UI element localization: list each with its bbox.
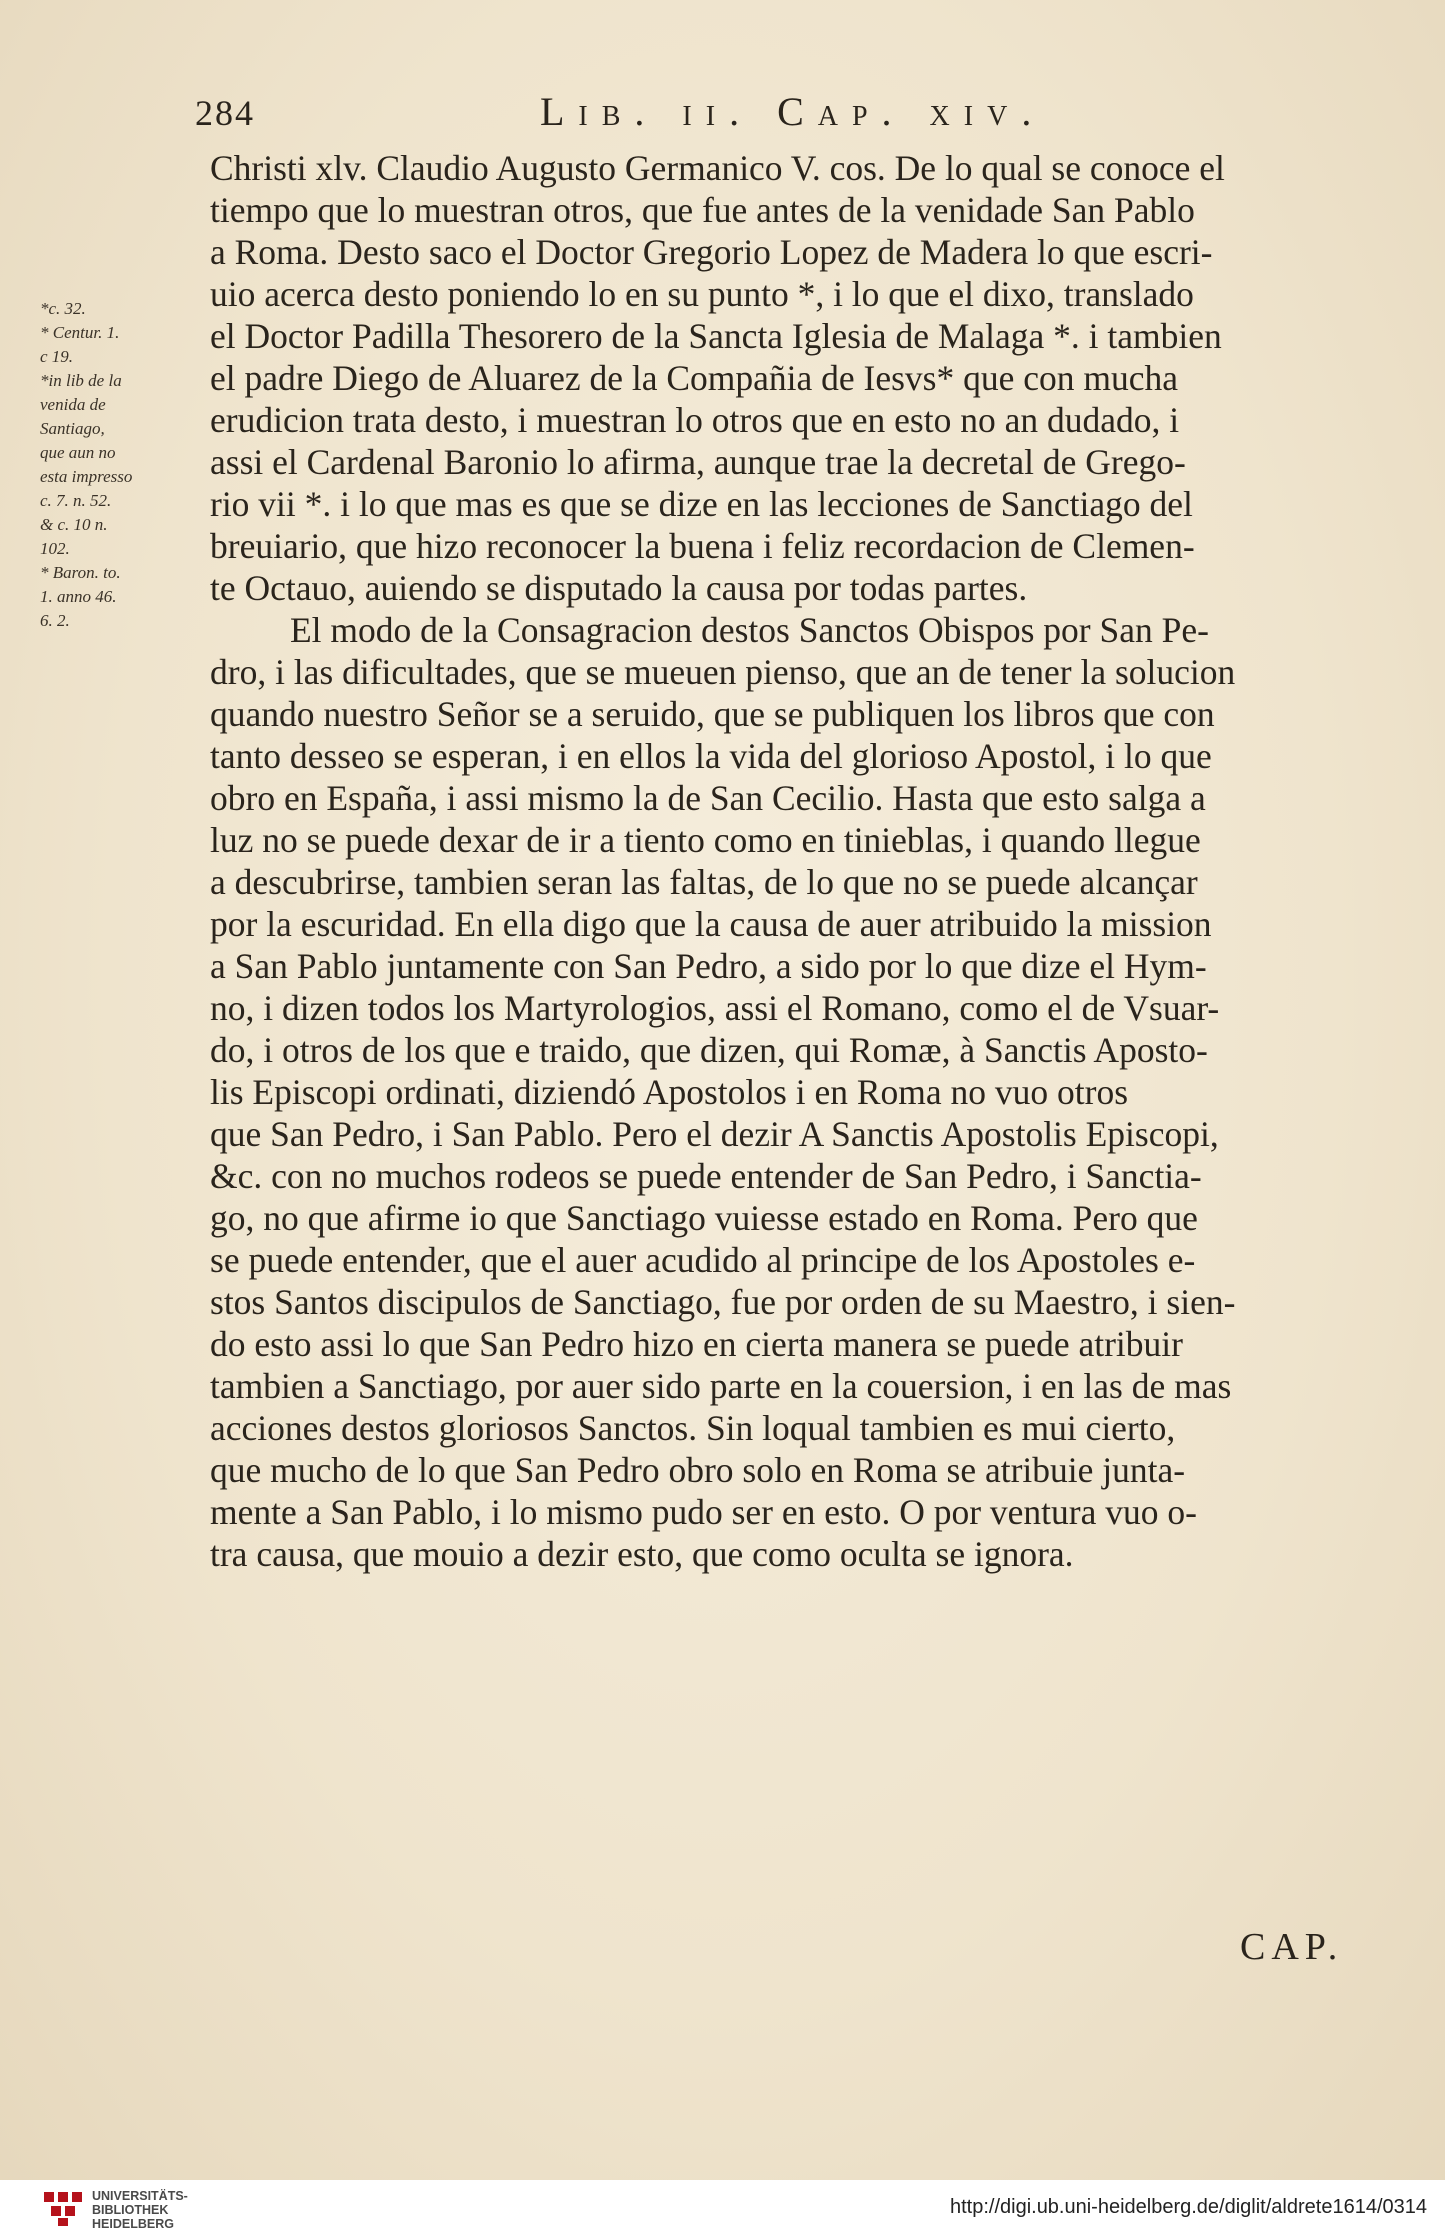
marginal-note: c 19.: [40, 347, 74, 366]
body-text: [210, 147, 1390, 1575]
library-name-line: BIBLIOTHEK: [92, 2203, 169, 2217]
text-line: tambien a Sanctiago, por auer sido parte en la couersion, i en las de mas: [210, 1366, 1232, 1406]
text-line: Christi xlv. Claudio Augusto Germanico V. cos. De lo qual se conoce el: [210, 148, 1225, 188]
marginal-note: 6. 2.: [40, 611, 70, 630]
marginal-note: * Baron. to.: [40, 563, 121, 582]
text-line: que San Pedro, i San Pablo. Pero el dezir A Sanctis Apostolis Episcopi,: [210, 1114, 1219, 1154]
text-line: dro, i las dificultades, que se mueuen pienso, que an de tener la solucion: [210, 652, 1236, 692]
text-line: a San Pablo juntamente con San Pedro, a sido por lo que dize el Hym-: [210, 946, 1207, 986]
text-line: por la escuridad. En ella digo que la causa de auer atribuido la mission: [210, 904, 1212, 944]
text-line: do esto assi lo que San Pedro hizo en cierta manera se puede atribuir: [210, 1324, 1183, 1364]
marginal-note: 1. anno 46.: [40, 587, 117, 606]
text-line: el padre Diego de Aluarez de la Compañia de Iesvs* que con mucha: [210, 358, 1178, 398]
marginal-note: *c. 32.: [40, 299, 86, 318]
text-line: tanto desseo se esperan, i en ellos la vida del glorioso Apostol, i lo que: [210, 736, 1212, 776]
text-line: acciones destos gloriosos Sanctos. Sin loqual tambien es mui cierto,: [210, 1408, 1176, 1448]
text-line: quando nuestro Señor se a seruido, que se publiquen los libros que con: [210, 694, 1215, 734]
marginal-note: c. 7. n. 52.: [40, 491, 112, 510]
library-name-line: HEIDELBERG: [92, 2217, 174, 2231]
text-line: El modo de la Consagracion destos Sanctos Obispos por San Pe-: [290, 610, 1209, 650]
text-line: luz no se puede dexar de ir a tiento como en tinieblas, i quando llegue: [210, 820, 1201, 860]
text-line: rio vii *. i lo que mas es que se dize en las lecciones de Sanctiago del: [210, 484, 1193, 524]
text-line: te Octauo, auiendo se disputado la causa por todas partes.: [210, 568, 1028, 608]
marginal-note: 102.: [40, 539, 70, 558]
marginal-note: *in lib de la: [40, 371, 122, 390]
marginal-note: esta impresso: [40, 467, 133, 486]
library-name-line: UNIVERSITÄTS-: [92, 2189, 188, 2203]
catchword: CAP.: [1240, 1926, 1344, 1968]
text-line: erudicion trata desto, i muestran lo otros que en esto no an dudado, i: [210, 400, 1180, 440]
marginal-note: venida de: [40, 395, 106, 414]
running-head: Lib. ii. Cap. xiv.: [540, 89, 1046, 134]
marginal-note: Santiago,: [40, 419, 105, 438]
library-logo-icon: [42, 2188, 84, 2228]
text-line: breuiario, que hizo reconocer la buena i feliz recordacion de Clemen-: [210, 526, 1195, 566]
text-line: stos Santos discipulos de Sanctiago, fue por orden de su Maestro, i sien-: [210, 1282, 1236, 1322]
text-line: assi el Cardenal Baronio lo afirma, aunque trae la decretal de Grego-: [210, 442, 1186, 482]
text-line: &c. con no muchos rodeos se puede entender de San Pedro, i Sanctia-: [210, 1156, 1202, 1196]
text-line: a Roma. Desto saco el Doctor Gregorio Lopez de Madera lo que escri-: [210, 232, 1213, 272]
text-line: que mucho de lo que San Pedro obro solo en Roma se atribuie junta-: [210, 1450, 1186, 1490]
text-line: mente a San Pablo, i lo mismo pudo ser en esto. O por ventura vuo o-: [210, 1492, 1197, 1532]
text-line: no, i dizen todos los Martyrologios, assi el Romano, como el de Vsuar-: [210, 988, 1220, 1028]
text-line: tra causa, que mouio a dezir esto, que como oculta se ignora.: [210, 1534, 1074, 1574]
text-line: se puede entender, que el auer acudido al principe de los Apostoles e-: [210, 1240, 1196, 1280]
marginal-note: que aun no: [40, 443, 116, 462]
text-line: el Doctor Padilla Thesorero de la Sancta Iglesia de Malaga *. i tambien: [210, 316, 1222, 356]
text-line: uio acerca desto poniendo lo en su punto *, i lo que el dixo, translado: [210, 274, 1194, 314]
page-header: [195, 82, 1095, 142]
text-line: go, no que afirme io que Sanctiago vuiesse estado en Roma. Pero que: [210, 1198, 1198, 1238]
marginal-note: & c. 10 n.: [40, 515, 108, 534]
text-line: lis Episcopi ordinati, diziendó Apostolos i en Roma no vuo otros: [210, 1072, 1129, 1112]
marginal-note: * Centur. 1.: [40, 323, 120, 342]
text-line: a descubrirse, tambien seran las faltas, de lo que no se puede alcançar: [210, 862, 1198, 902]
text-line: obro en España, i assi mismo la de San Cecilio. Hasta que esto salga a: [210, 778, 1206, 818]
page-number: 284: [195, 93, 255, 133]
library-name: [92, 2189, 188, 2231]
text-line: do, i otros de los que e traido, que dizen, qui Romæ, à Sanctis Aposto-: [210, 1030, 1208, 1070]
text-line: tiempo que lo muestran otros, que fue antes de la venidade San Pablo: [210, 190, 1195, 230]
source-url[interactable]: http://digi.ub.uni-heidelberg.de/diglit/aldrete1614/0314: [949, 2196, 1427, 2218]
marginal-notes: [40, 297, 215, 633]
